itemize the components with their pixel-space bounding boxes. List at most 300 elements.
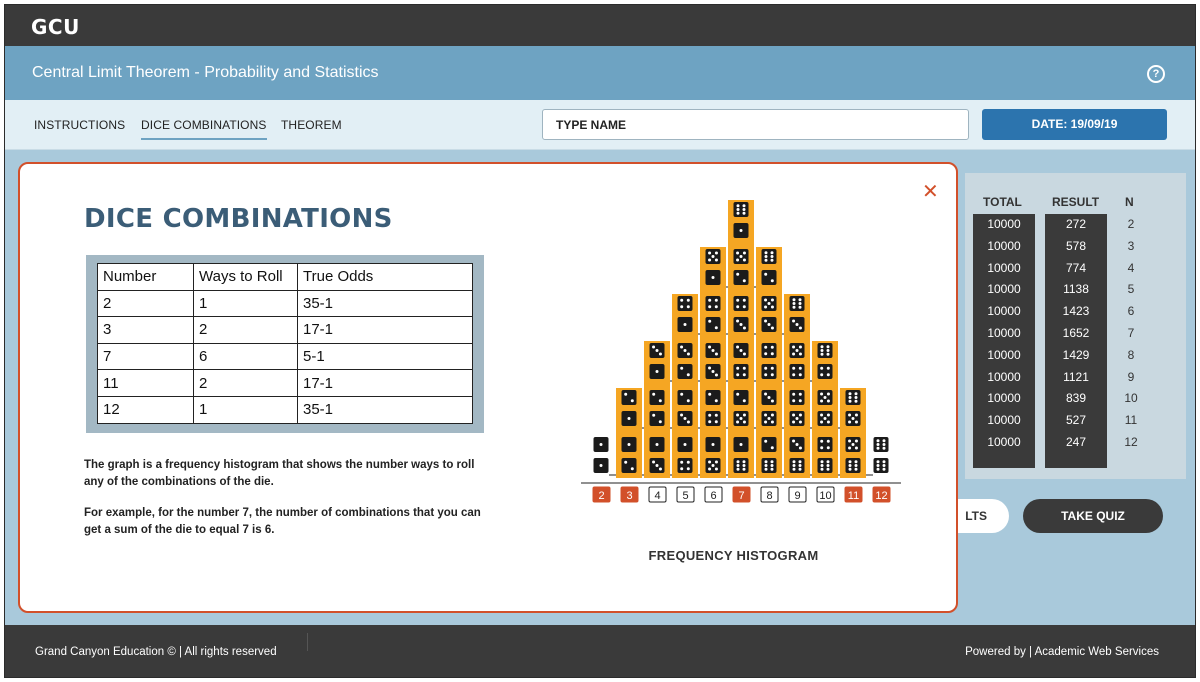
tab-theorem[interactable]: THEOREM [281,118,342,132]
die-pip [852,417,855,420]
die-pip [715,420,718,423]
histogram-column [756,247,782,478]
die-pip [715,461,718,464]
die-face [706,390,721,405]
die-pip [684,349,687,352]
die-pip [771,346,774,349]
die-pip [771,460,774,463]
total-column [973,214,1035,468]
die-pip [848,440,851,443]
die-pip [855,446,858,449]
die-pip [743,258,746,261]
die-pip [799,326,802,329]
die-pip [764,393,767,396]
die-face [790,296,805,311]
total-cell: 10000 [987,325,1021,340]
die-pip [820,367,823,370]
die-face [818,364,833,379]
n-column [1117,214,1145,454]
die-pip [659,399,662,402]
die-face [790,364,805,379]
die-pip [771,420,774,423]
die-pip [799,373,802,376]
die-pip [849,400,852,403]
die-pip [736,367,739,370]
die-pip [821,349,824,352]
die-pip [687,420,690,423]
die-pip [765,251,768,254]
die-pip [687,373,690,376]
histogram-column [812,341,838,478]
die-pip [628,443,631,446]
die-pip [877,447,880,450]
die-pip [743,414,746,417]
die-pip [712,276,715,279]
die-pip [855,392,858,395]
title-bar [5,46,1195,100]
die-pip [680,299,683,302]
die-pip [764,352,767,355]
die-pip [708,346,711,349]
die-pip [680,467,683,470]
table-cell: 35-1 [298,396,473,423]
total-cell: 10000 [987,238,1021,253]
histogram-column [672,294,698,478]
die-face [734,202,749,217]
die-pip [792,414,795,417]
die-face [818,343,833,358]
question-circle-icon[interactable]: ? [1147,65,1165,83]
histogram-column [644,341,670,478]
total-cell: 10000 [987,217,1021,231]
die-pip [799,306,802,309]
die-pip [740,417,743,420]
die-pip [771,255,774,258]
die-face [762,249,777,264]
die-pip [715,305,718,308]
die-pip [821,460,824,463]
die-pip [764,320,767,323]
total-cell: 10000 [987,304,1021,319]
die-pip [765,468,768,471]
die-pip [883,464,886,467]
die-pip [736,258,739,261]
die-pip [792,399,795,402]
results-button[interactable]: LTS [905,499,1009,533]
die-pip [792,346,795,349]
die-pip [796,417,799,420]
result-cell: 527 [1065,413,1087,428]
die-pip [792,393,795,396]
result-header: RESULT [1052,195,1100,209]
die-pip [764,305,767,308]
die-pip [743,208,746,211]
die-pip [652,346,655,349]
die-pip [764,299,767,302]
histogram-column [840,388,866,478]
die-pip [827,345,830,348]
die-pip [771,279,774,282]
die-pip [708,461,711,464]
die-pip [771,367,774,370]
n-cell: 8 [1127,347,1135,362]
footer-powered-by: Powered by | Academic Web Services [965,646,1159,658]
die-face [818,437,833,452]
die-pip [737,208,740,211]
sum-label: 3 [626,490,633,502]
die-pip [656,349,659,352]
n-cell: 5 [1127,282,1135,297]
die-pip [737,468,740,471]
die-pip [820,420,823,423]
die-pip [715,352,718,355]
die-pip [799,298,802,301]
die-pip [631,467,634,470]
die-pip [631,399,634,402]
die-pip [793,298,796,301]
die-pip [793,464,796,467]
die-pip [771,468,774,471]
die-pip [768,302,771,305]
die-pip [740,443,743,446]
die-pip [708,414,711,417]
die-pip [736,414,739,417]
die-pip [771,399,774,402]
table-cell: 7 [98,343,194,370]
die-pip [799,302,802,305]
total-header: TOTAL [983,195,1022,209]
die-pip [771,305,774,308]
die-pip [849,392,852,395]
n-cell: 4 [1127,260,1135,275]
gcu-logo: GCU [31,15,80,39]
die-pip [792,367,795,370]
die-pip [687,461,690,464]
die-pip [736,420,739,423]
take-quiz-button[interactable]: TAKE QUIZ [1023,499,1163,533]
die-face [874,458,889,473]
die-pip [736,320,739,323]
result-cell: 1423 [1062,304,1090,319]
result-cell: 272 [1065,217,1087,231]
die-pip [771,251,774,254]
die-pip [684,443,687,446]
die-pip [827,468,830,471]
die-pip [743,279,746,282]
die-pip [820,440,823,443]
die-face [734,296,749,311]
die-pip [799,464,802,467]
die-pip [793,302,796,305]
die-pip [743,326,746,329]
die-pip [827,420,830,423]
die-face [706,411,721,426]
n-cell: 7 [1127,325,1135,340]
die-pip [849,468,852,471]
total-cell: 10000 [987,391,1021,406]
die-pip [712,349,715,352]
die-pip [680,346,683,349]
die-pip [715,467,718,470]
die-pip [849,396,852,399]
sum-label: 9 [794,490,801,502]
die-pip [715,399,718,402]
die-pip [821,353,824,356]
die-pip [680,305,683,308]
histogram-description: The graph is a frequency histogram that shows the number ways to roll any of the combinations of the die. [84,459,475,488]
table-cell: 1 [194,396,298,423]
table-header-row [98,264,473,291]
die-pip [628,417,631,420]
table-row [98,343,473,370]
die-pip [708,305,711,308]
die-pip [765,460,768,463]
app-frame [4,4,1196,678]
die-pip [743,460,746,463]
die-pip [687,352,690,355]
die-face [762,458,777,473]
die-pip [743,352,746,355]
table-cell: 17-1 [298,370,473,397]
die-pip [849,460,852,463]
die-face [734,364,749,379]
die-pip [764,367,767,370]
n-cell: 10 [1124,391,1138,406]
die-pip [821,345,824,348]
die-pip [764,440,767,443]
die-pip [737,464,740,467]
n-header: N [1125,195,1134,209]
die-pip [852,443,855,446]
die-pip [827,446,830,449]
die-pip [656,464,659,467]
die-pip [740,255,743,258]
n-cell: 6 [1127,304,1135,319]
die-pip [771,299,774,302]
die-pip [768,417,771,420]
die-pip [771,326,774,329]
result-cell: 839 [1065,391,1087,406]
die-pip [792,320,795,323]
die-face [762,270,777,285]
die-face [734,458,749,473]
die-pip [712,443,715,446]
die-pip [687,305,690,308]
dice-combinations-table [97,263,473,424]
die-pip [680,393,683,396]
die-pip [883,443,886,446]
die-pip [827,367,830,370]
die-pip [827,399,830,402]
die-pip [855,440,858,443]
die-pip [737,204,740,207]
die-pip [799,414,802,417]
die-face [706,296,721,311]
die-pip [793,306,796,309]
die-pip [659,420,662,423]
date-button[interactable]: DATE: 19/09/19 [982,109,1167,140]
table-container [86,255,484,433]
die-pip [877,464,880,467]
n-cell: 2 [1127,217,1135,231]
die-face [846,458,861,473]
sum-label: 6 [710,490,717,502]
die-face [678,364,693,379]
die-pip [624,461,627,464]
result-column [1045,214,1107,468]
die-pip [684,417,687,420]
die-pip [883,447,886,450]
app-title: Central Limit Theorem - Probability and Statistics [32,64,379,81]
n-cell: 11 [1124,413,1138,428]
result-cell: 774 [1065,260,1087,275]
n-cell: 9 [1127,369,1135,384]
die-pip [771,446,774,449]
die-pip [708,320,711,323]
n-cell: 3 [1127,238,1135,253]
result-cell: 1652 [1062,325,1090,340]
die-pip [708,299,711,302]
die-pip [855,468,858,471]
die-face [818,458,833,473]
result-cell: 1138 [1063,282,1089,297]
die-pip [821,468,824,471]
die-pip [736,373,739,376]
die-pip [877,460,880,463]
die-pip [715,414,718,417]
die-pip [715,326,718,329]
table-row [98,370,473,397]
total-cell: 10000 [987,347,1021,362]
tab-dice-combinations[interactable]: DICE COMBINATIONS [141,118,267,132]
die-face [650,411,665,426]
die-pip [799,346,802,349]
die-pip [680,367,683,370]
die-pip [768,396,771,399]
die-pip [680,414,683,417]
die-pip [743,373,746,376]
die-face [678,458,693,473]
die-pip [736,346,739,349]
die-pip [708,420,711,423]
table-cell: 17-1 [298,317,473,344]
die-pip [743,305,746,308]
die-pip [855,414,858,417]
die-pip [708,393,711,396]
close-x-icon[interactable]: ✕ [922,181,939,203]
modal-title: DICE COMBINATIONS [84,204,393,234]
die-pip [737,460,740,463]
die-pip [855,396,858,399]
die-pip [771,352,774,355]
table-header-cell: Ways to Roll [194,264,298,291]
die-pip [820,373,823,376]
die-pip [799,352,802,355]
die-pip [764,414,767,417]
die-pip [743,212,746,215]
die-pip [652,393,655,396]
die-pip [820,399,823,402]
die-pip [796,349,799,352]
die-pip [740,349,743,352]
die-pip [792,373,795,376]
die-pip [796,443,799,446]
table-row [98,396,473,423]
die-pip [736,299,739,302]
die-face [678,390,693,405]
die-pip [765,259,768,262]
histogram-bar [728,200,754,478]
die-pip [715,299,718,302]
die-pip [883,460,886,463]
table-cell: 3 [98,317,194,344]
sum-label: 5 [682,490,689,502]
die-pip [736,393,739,396]
histogram-column [594,437,609,473]
total-cell: 10000 [987,260,1021,275]
die-pip [827,393,830,396]
die-pip [715,258,718,261]
example-description: For example, for the number 7, the number of combinations that you can get a sum of the die to equal 7 is 6. [84,507,481,536]
die-pip [855,464,858,467]
results-panel [965,173,1186,479]
sum-label: 11 [847,490,860,502]
die-pip [765,255,768,258]
sum-label: 2 [598,490,605,502]
name-input[interactable] [542,109,969,140]
die-pip [743,299,746,302]
die-pip [764,273,767,276]
table-cell: 2 [194,317,298,344]
frequency-histogram [575,199,905,519]
table-row [98,290,473,317]
die-pip [624,393,627,396]
die-pip [743,468,746,471]
die-pip [659,467,662,470]
die-pip [877,439,880,442]
die-pip [792,352,795,355]
die-face [734,270,749,285]
die-face [650,390,665,405]
result-cell: 1429 [1062,347,1090,362]
sum-label: 7 [738,490,745,502]
die-pip [712,255,715,258]
die-pip [824,417,827,420]
die-pip [712,464,715,467]
die-pip [736,305,739,308]
die-pip [771,373,774,376]
die-pip [715,252,718,255]
die-pip [827,464,830,467]
die-pip [652,414,655,417]
die-pip [652,461,655,464]
die-pip [600,443,603,446]
die-pip [740,229,743,232]
histogram-column [784,294,810,478]
die-pip [883,468,886,471]
die-face [790,458,805,473]
die-pip [824,396,827,399]
die-pip [680,461,683,464]
histogram-column [700,247,726,478]
die-pip [771,259,774,262]
die-pip [799,468,802,471]
tab-instructions[interactable]: INSTRUCTIONS [34,118,126,132]
die-pip [855,400,858,403]
die-pip [737,212,740,215]
die-face [734,390,749,405]
table-cell: 5-1 [298,343,473,370]
